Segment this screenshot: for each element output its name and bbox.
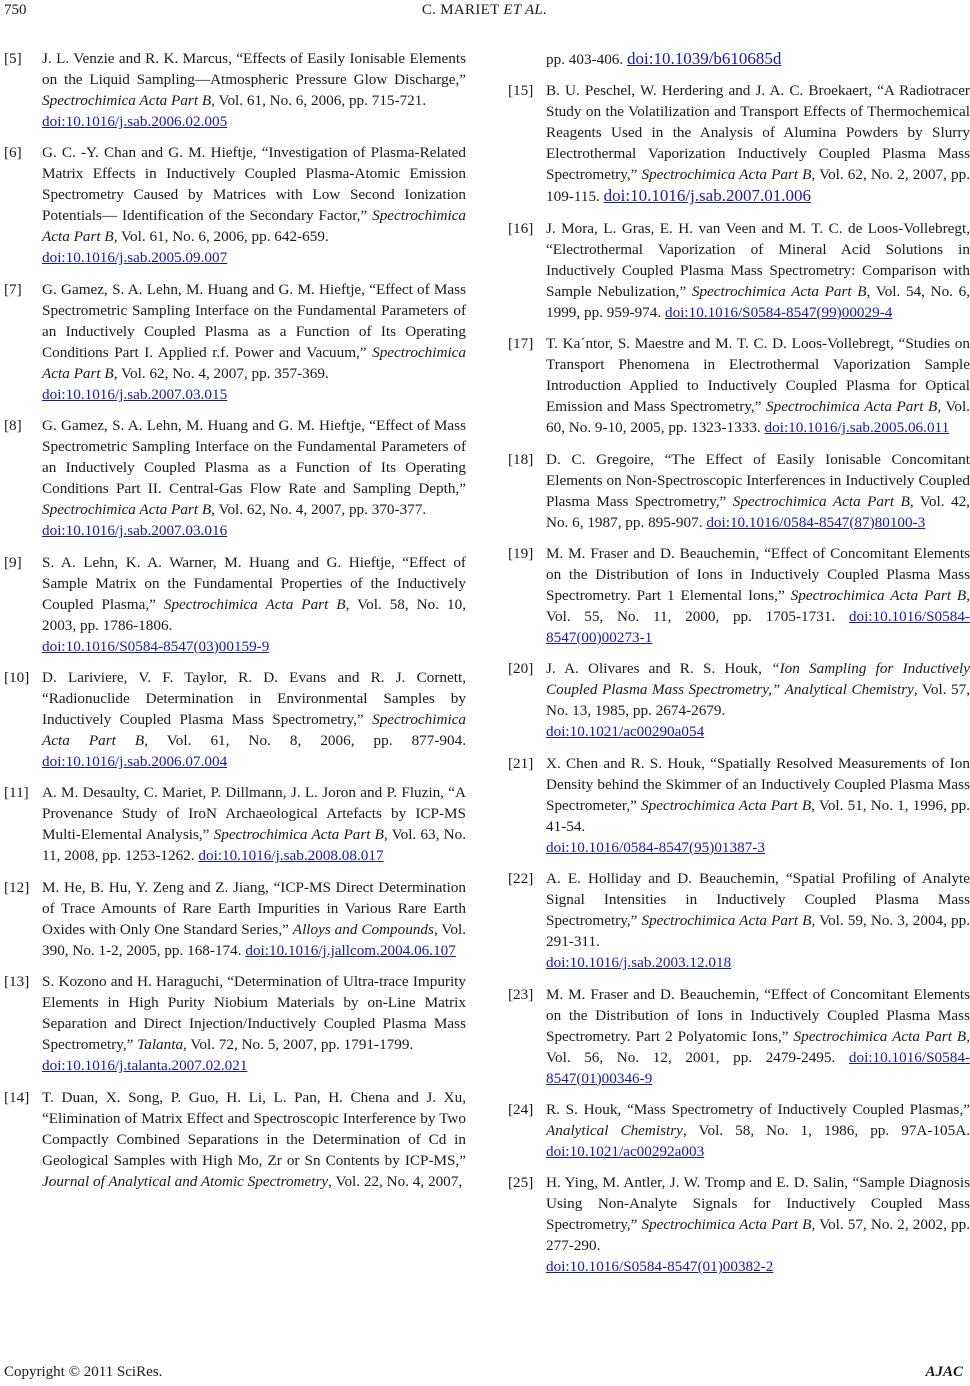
running-head-et-al: ET AL. — [503, 2, 548, 18]
reference-entry — [508, 80, 970, 207]
reference-title: Ion Sampling for Inductively Coupled Plasma Mass Spectrometry,” — [546, 660, 970, 699]
reference-entry — [4, 48, 466, 132]
reference-text: A. E. Holliday and D. Beauchemin, “Spatial Profiling of Analyte Signal Intensities in Inductively Coupled Plasma Mass Spectrometry,” — [546, 870, 970, 930]
reference-text: T. Duan, X. Song, P. Guo, H. Li, L. Pan, H. Chena and J. Xu, “Elimination of Matrix Effect and Spectroscopic Interference by Two Compactly Combined Separations in the Determination of Cd in Geological Samples with High Mo, Zr or Sn Contents by ICP-MS,” — [42, 1088, 466, 1169]
reference-text: B. U. Peschel, W. Herdering and J. A. C. Broekaert, “A Radiotracer Study on the Volatilization and Transport Effects of Thermochemical Reagents Used in the Analysis of Alumina Powders by Slurry Electrothermal Vaporization Inductively Coupled Plasma Mass Spectrometry,” — [546, 82, 970, 184]
doi-link[interactable]: doi:10.1016/S0584-8547(00)00273-1 — [546, 607, 970, 646]
reference-entry — [4, 782, 466, 866]
reference-journal: Analytical Chemistry — [546, 1121, 683, 1139]
doi-link[interactable]: doi:10.1016/S0584-8547(99)00029-4 — [664, 303, 893, 321]
reference-details: , Vol. 51, No. 1, 1996, pp. 41-54. — [546, 796, 970, 835]
reference-details: , Vol. 61, No. 6, 2006, pp. 642-659. — [113, 228, 329, 246]
reference-details: , Vol. 72, No. 5, 2007, pp. 1791-1799. — [183, 1036, 414, 1054]
reference-entry — [508, 333, 970, 438]
reference-text: J. A. Olivares and R. S. Houk, — [546, 660, 772, 678]
reference-details: , Vol. 390, No. 1-2, 2005, pp. 168-174. — [42, 920, 466, 959]
doi-link[interactable]: doi:10.1016/j.jallcom.2004.06.107 — [245, 941, 456, 959]
reference-journal: Spectrochimica Acta Part B — [766, 398, 938, 416]
reference-entry — [508, 1172, 970, 1277]
doi-link[interactable]: doi:10.1016/0584-8547(95)01387-3 — [546, 838, 765, 856]
reference-text: D. C. Gregoire, “The Effect of Easily Ionisable Concomitant Elements on Non-Spectroscopic Interferences in Inductively Coupled Plasma Mass Spectrometry,” — [546, 450, 970, 510]
reference-text: M. M. Fraser and D. Beauchemin, “Effect of Concomitant Elements on the Distribution of Ions in Inductively Coupled Plasma Mass Spectrometry. Part 1 Elemental Ions,” — [546, 544, 970, 604]
reference-number: [21] — [508, 754, 534, 772]
reference-entry — [4, 1087, 466, 1192]
journal-abbrev: AJAC — [925, 1364, 963, 1380]
reference-journal: Spectrochimica Acta Part B — [213, 826, 384, 844]
reference-journal: Spectrochimica Acta Part B — [42, 343, 466, 382]
reference-text: J. L. Venzie and R. K. Marcus, “Effects of Easily Ionisable Elements on the Liquid Sampling―Atmospheric Pressure Glow Discharge,” — [42, 50, 466, 88]
reference-journal: Journal of Analytical and Atomic Spectrometry — [42, 1172, 329, 1190]
doi-link[interactable]: doi:10.1016/j.sab.2007.03.016 — [42, 522, 228, 540]
reference-text: S. A. Lehn, K. A. Warner, M. Huang and G. Hieftje, “Effect of Sample Matrix on the Fundamental Properties of the Inductively Coupled Plasma,” — [42, 553, 466, 613]
reference-journal: Analytical Chemistry — [784, 681, 914, 699]
reference-text: X. Chen and R. S. Houk, “Spatially Resolved Measurements of Ion Density behind the Skimmer of an Inductively Coupled Plasma Mass Spectrometer,” — [546, 754, 970, 814]
reference-number: [18] — [508, 450, 534, 468]
reference-journal: Spectrochimica Acta Part B — [641, 1216, 812, 1234]
doi-link[interactable]: doi:10.1016/S0584-8547(03)00159-9 — [42, 637, 270, 655]
reference-entry — [508, 218, 970, 323]
reference-text: M. M. Fraser and D. Beauchemin, “Effect of Concomitant Elements on the Distribution of Ions in Inductively Coupled Plasma Mass Spectrometry. Part 2 Polyatomic Ions,” — [546, 985, 970, 1045]
reference-journal: Spectrochimica Acta Part B — [641, 912, 812, 930]
reference-entry — [508, 868, 970, 973]
reference-entry — [4, 877, 466, 961]
reference-details: , Vol. 58, No. 1, 1986, pp. 97A-105A. — [682, 1121, 970, 1139]
reference-number: [22] — [508, 870, 534, 888]
reference-text: H. Ying, M. Antler, J. W. Tromp and E. D. Salin, “Sample Diagnosis Using Non-Analyte Signals for Inductively Coupled Mass Spectrometry,” — [546, 1174, 970, 1234]
reference-entry — [4, 142, 466, 268]
reference-entry — [508, 449, 970, 533]
reference-number: [5] — [4, 50, 22, 67]
reference-text: G. Gamez, S. A. Lehn, M. Huang and G. M. Hieftje, “Effect of Mass Spectrometric Sampling Interface on the Fundamental Parameters of an Inductively Coupled Plasma as a Function of Its Operating Conditions Part II. Central-Gas Flow Rate and Sampling Depth,” — [42, 417, 466, 498]
reference-journal: Spectrochimica Acta Part B — [691, 282, 867, 300]
reference-column-right — [508, 48, 970, 1288]
reference-entry — [508, 543, 970, 648]
doi-link[interactable]: doi:10.1016/j.sab.2005.09.007 — [42, 249, 228, 267]
doi-link[interactable]: doi:10.1021/ac00290a054 — [546, 723, 705, 741]
reference-number: [24] — [508, 1100, 534, 1118]
reference-number: [25] — [508, 1174, 534, 1192]
reference-entry — [4, 667, 466, 772]
reference-number: [23] — [508, 985, 534, 1003]
reference-entry — [508, 1099, 970, 1162]
page-header — [0, 0, 969, 28]
reference-journal: Alloys and Compounds — [292, 920, 434, 938]
reference-number: [17] — [508, 335, 534, 353]
reference-number: [14] — [4, 1088, 30, 1106]
doi-link[interactable]: doi:10.1016/j.sab.2008.08.017 — [198, 847, 384, 865]
reference-details: , Vol. 59, No. 3, 2004, pp. 291-311. — [546, 912, 970, 951]
page-footer — [0, 1364, 969, 1384]
doi-link[interactable]: doi:10.1016/j.sab.2007.01.006 — [603, 186, 811, 206]
reference-entry — [508, 753, 970, 858]
page-number: 750 — [4, 2, 27, 18]
reference-details: , Vol. 62, No. 2, 2007, pp. 109-115. — [546, 166, 970, 206]
reference-journal: Spectrochimica Acta Part B — [790, 586, 967, 604]
doi-link[interactable]: doi:10.1016/j.sab.2005.06.011 — [764, 419, 950, 437]
reference-journal: Spectrochimica Acta Part B — [163, 595, 346, 613]
reference-details: , Vol. 61, No. 6, 2006, pp. 715-721. — [211, 92, 427, 109]
reference-details: , Vol. 22, No. 4, 2007, — [328, 1172, 463, 1190]
reference-journal: Spectrochimica Acta Part B — [42, 501, 212, 519]
reference-details: , Vol. 61, No. 8, 2006, pp. 877-904. — [144, 731, 467, 749]
doi-link[interactable]: doi:10.1016/j.sab.2006.07.004 — [42, 752, 228, 770]
reference-journal: Spectrochimica Acta Part B — [42, 710, 466, 749]
reference-text: D. Lariviere, V. F. Taylor, R. D. Evans and R. J. Cornett, “Radionuclide Determination in Environmental Samples by Inductively Coupled Plasma Mass Spectrometry,” — [42, 668, 466, 728]
reference-entry — [4, 552, 466, 657]
reference-text: A. M. Desaulty, C. Mariet, P. Dillmann, J. L. Joron and P. Fluzin, “A Provenance Study of IroN Archaeological Artefacts by ICP-MS Multi-Elemental Analysis,” — [42, 784, 466, 844]
doi-link[interactable]: doi:10.1016/j.talanta.2007.02.021 — [42, 1057, 248, 1075]
reference-text-italic: “ — [771, 660, 780, 678]
reference-journal: Spectrochimica Acta Part B — [641, 166, 812, 184]
reference-journal: Spectrochimica Acta Part B — [793, 1027, 967, 1045]
reference-details: , Vol. 63, No. 11, 2008, pp. 1253-1262. — [42, 826, 466, 865]
reference-number: [20] — [508, 660, 534, 678]
reference-details: , Vol. 58, No. 10, 2003, pp. 1786-1806. — [42, 595, 467, 634]
reference-details: , Vol. 57, No. 13, 1985, pp. 2674-2679. — [546, 681, 970, 720]
reference-details: , Vol. 55, No. 11, 2000, pp. 1705-1731. — [546, 586, 970, 625]
reference-number: [10] — [4, 668, 30, 686]
doi-link[interactable]: doi:10.1016/S0584-8547(01)00382-2 — [546, 1258, 774, 1276]
doi-link[interactable]: doi:10.1016/0584-8547(87)80100-3 — [706, 513, 926, 531]
reference-text: R. S. Houk, “Mass Spectrometry of Inductively Coupled Plasmas,” — [546, 1100, 970, 1118]
reference-text: G. C. -Y. Chan and G. M. Hieftje, “Investigation of Plasma-Related Matrix Effects in Inductively Coupled Plasma-Atomic Emission Spectrometry Caused by Matrices with Low Second Ionization Potentials― Identification of the Secondary Factor,” — [42, 144, 466, 225]
reference-entry — [508, 984, 970, 1089]
reference-number: [11] — [4, 784, 29, 802]
reference-number: [6] — [4, 144, 22, 162]
reference-text: M. He, B. Hu, Y. Zeng and Z. Jiang, “ICP-MS Direct Determination of Trace Amounts of Rare Earth Impurities in Various Rare Earth Oxides with Only One Standard Series,” — [42, 878, 466, 938]
reference-entry — [508, 48, 970, 70]
reference-number: [12] — [4, 878, 30, 896]
reference-number: [16] — [508, 219, 534, 237]
reference-text: J. Mora, L. Gras, E. H. van Veen and M. T. C. de Loos-Vollebregt, “Electrothermal Vaporization of Mineral Acid Solutions in Inductively Coupled Plasma Mass Spectrometry: Comparison with Sample Nebulization,” — [546, 219, 970, 300]
running-head-authors: C. MARIET — [421, 2, 500, 18]
doi-link[interactable]: doi:10.1016/j.sab.2007.03.015 — [42, 385, 228, 403]
reference-details: , Vol. 42, No. 6, 1987, pp. 895-907. — [546, 492, 970, 531]
reference-number: [13] — [4, 973, 30, 991]
reference-text: pp. 403-406. — [546, 51, 627, 68]
doi-link[interactable]: doi:10.1016/S0584-8547(01)00346-9 — [546, 1048, 970, 1087]
reference-journal: Talanta — [137, 1036, 184, 1054]
reference-column-left — [4, 48, 466, 1202]
doi-link[interactable]: doi:10.1016/j.sab.2006.02.005 — [42, 113, 228, 130]
reference-details: , Vol. 60, No. 9-10, 2005, pp. 1323-1333. — [546, 398, 970, 437]
reference-details: , Vol. 56, No. 12, 2001, pp. 2479-2495. — [546, 1027, 970, 1066]
reference-details: , Vol. 57, No. 2, 2002, pp. 277-290. — [546, 1216, 970, 1255]
reference-text: T. Ka´ntor, S. Maestre and M. T. C. D. Loos-Vollebregt, “Studies on Transport Phenomena in Electrothermal Vaporization Sample Introduction Applied to Inductively Coupled Plasma for Optical Emission and Mass Spectrometry,” — [546, 335, 970, 416]
reference-number: [15] — [508, 82, 534, 100]
reference-number: [7] — [4, 280, 22, 298]
reference-number: [8] — [4, 417, 22, 435]
reference-text: S. Kozono and H. Haraguchi, “Determination of Ultra-trace Impurity Elements in High Purity Niobium Materials by on-Line Matrix Separation and Direct Injection/Inductively Coupled Plasma Mass Spectrometry,” — [42, 973, 466, 1054]
running-head — [0, 2, 969, 19]
reference-entry — [4, 971, 466, 1076]
reference-entry — [4, 279, 466, 405]
reference-details: , Vol. 62, No. 4, 2007, pp. 370-377. — [211, 501, 427, 519]
reference-journal: Spectrochimica Acta Part B — [732, 492, 910, 510]
reference-entry — [508, 658, 970, 742]
reference-number: [9] — [4, 553, 22, 571]
reference-text: G. Gamez, S. A. Lehn, M. Huang and G. M. Hieftje, “Effect of Mass Spectrometric Sampling Interface on the Fundamental Parameters of an Inductively Coupled Plasma as a Function of Its Operating Conditions Part I. Applied r.f. Power and Vacuum,” — [42, 280, 466, 361]
reference-number: [19] — [508, 544, 534, 562]
doi-link[interactable]: doi:10.1039/b610685d — [627, 49, 782, 68]
reference-journal: Spectrochimica Acta Part B — [641, 796, 812, 814]
reference-journal: Spectrochimica Acta Part B — [42, 92, 212, 109]
doi-link[interactable]: doi:10.1016/j.sab.2003.12.018 — [546, 954, 732, 972]
copyright-notice: Copyright © 2011 SciRes. — [4, 1364, 163, 1380]
reference-entry — [4, 415, 466, 541]
reference-journal: Spectrochimica Acta Part B — [42, 207, 466, 246]
reference-details: , Vol. 62, No. 4, 2007, pp. 357-369. — [113, 364, 329, 382]
doi-link[interactable]: doi:10.1021/ac00292a003 — [546, 1142, 705, 1160]
reference-details: , Vol. 54, No. 6, 1999, pp. 959-974. — [546, 282, 970, 321]
